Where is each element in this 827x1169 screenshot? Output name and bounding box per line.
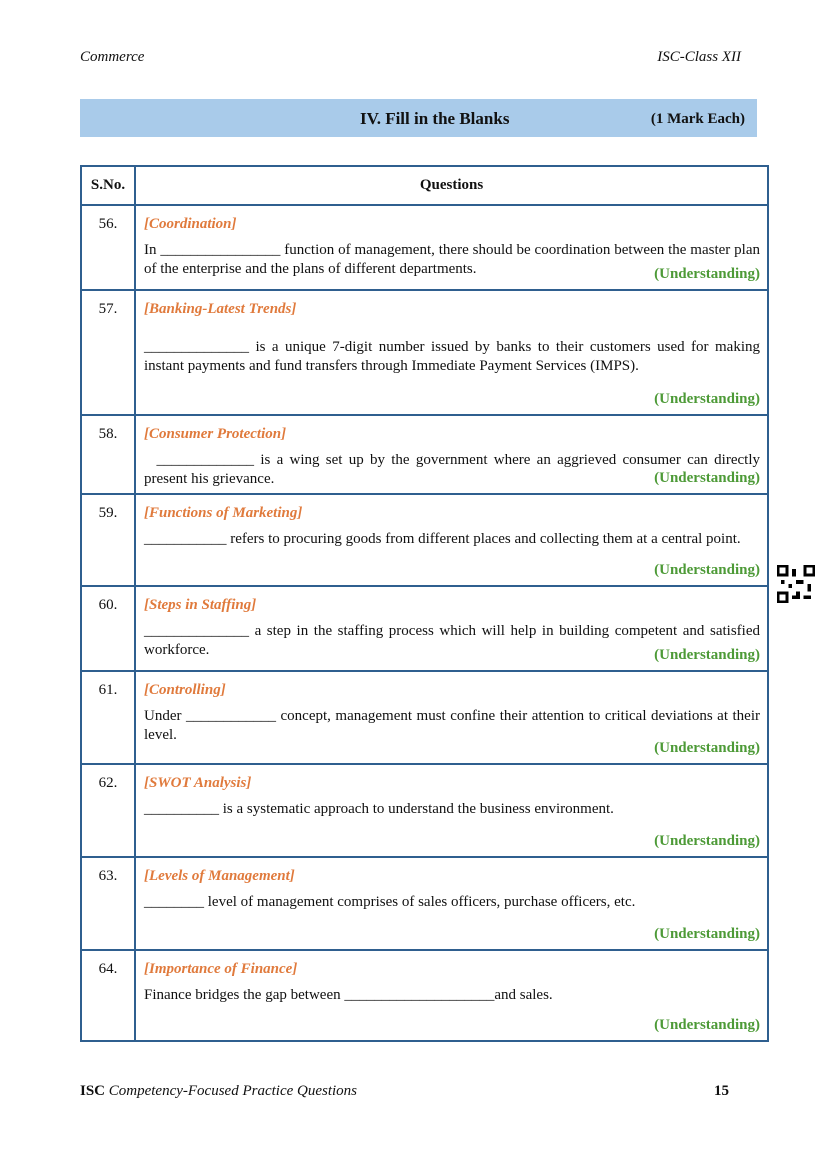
table-row [81, 857, 768, 950]
section-banner [80, 99, 757, 137]
cognitive-level-tag: (Understanding) [654, 833, 760, 849]
question-cell [135, 494, 768, 586]
question-cell [135, 415, 768, 494]
qr-code-icon [777, 565, 815, 603]
question-text: __________ is a systematic approach to understand the business environment. [144, 801, 614, 817]
question-cell [135, 586, 768, 671]
header-class: ISC-Class XII [657, 49, 741, 65]
question-cell [135, 950, 768, 1041]
cognitive-level-tag: (Understanding) [654, 562, 760, 578]
question-number: 63. [81, 857, 135, 950]
question-topic: [Functions of Marketing] [144, 505, 303, 521]
cognitive-level-tag: (Understanding) [654, 647, 760, 663]
question-cell [135, 764, 768, 857]
cognitive-level-tag: (Understanding) [654, 470, 760, 486]
question-cell [135, 290, 768, 415]
page-number: 15 [714, 1083, 729, 1099]
cognitive-level-tag: (Understanding) [654, 391, 760, 407]
question-number: 61. [81, 671, 135, 764]
cognitive-level-tag: (Understanding) [654, 740, 760, 756]
question-topic: [Consumer Protection] [144, 426, 287, 442]
question-topic: [SWOT Analysis] [144, 775, 252, 791]
question-text: ___________ refers to procuring goods from different places and collecting them at a central point. [144, 531, 741, 547]
question-number: 58. [81, 415, 135, 494]
footer-brand: ISC [80, 1083, 106, 1099]
col-questions-header: Questions [135, 166, 768, 205]
cognitive-level-tag: (Understanding) [654, 926, 760, 942]
table-row [81, 671, 768, 764]
question-number: 56. [81, 205, 135, 290]
table-row [81, 586, 768, 671]
table-row [81, 415, 768, 494]
question-text: ______________ a step in the staffing process which will help in building competent and satisfied workforce. [144, 623, 764, 658]
question-number: 60. [81, 586, 135, 671]
question-topic: [Controlling] [144, 682, 226, 698]
question-topic: [Importance of Finance] [144, 961, 298, 977]
table-row [81, 205, 768, 290]
question-text: Finance bridges the gap between ____________________and sales. [144, 987, 553, 1003]
footer-text: Competency-Focused Practice Questions [108, 1083, 358, 1099]
question-number: 57. [81, 290, 135, 415]
question-topic: [Steps in Staffing] [144, 597, 257, 613]
question-text: In ________________ function of management, there should be coordination between the master plan of the enterprise and the plans of different departments. [144, 242, 764, 277]
table-row [81, 494, 768, 586]
footer-title [80, 1083, 357, 1100]
question-topic: [Levels of Management] [144, 868, 295, 884]
cognitive-level-tag: (Understanding) [654, 1017, 760, 1033]
cognitive-level-tag: (Understanding) [654, 266, 760, 282]
question-text: ______________ is a unique 7-digit number issued by banks to their customers used for making instant payments and fund transfers through Immediate Payment Services (IMPS). [144, 339, 764, 374]
section-title: IV. Fill in the Blanks [360, 109, 510, 128]
col-sno-header: S.No. [81, 166, 135, 205]
question-cell [135, 205, 768, 290]
question-number: 64. [81, 950, 135, 1041]
question-cell [135, 857, 768, 950]
question-cell [135, 671, 768, 764]
header-subject: Commerce [80, 49, 145, 65]
question-text: _____________ is a wing set up by the government where an aggrieved consumer can directly present his grievance. [144, 452, 764, 487]
question-text: ________ level of management comprises of sales officers, purchase officers, etc. [144, 894, 636, 910]
section-marks: (1 Mark Each) [650, 111, 745, 127]
question-number: 62. [81, 764, 135, 857]
questions-table [80, 165, 769, 1042]
question-number: 59. [81, 494, 135, 586]
question-text: Under ____________ concept, management must confine their attention to critical deviations at their level. [144, 708, 764, 743]
question-topic: [Banking-Latest Trends] [144, 301, 297, 317]
table-row [81, 950, 768, 1041]
table-row [81, 764, 768, 857]
question-topic: [Coordination] [144, 216, 237, 232]
table-row [81, 290, 768, 415]
